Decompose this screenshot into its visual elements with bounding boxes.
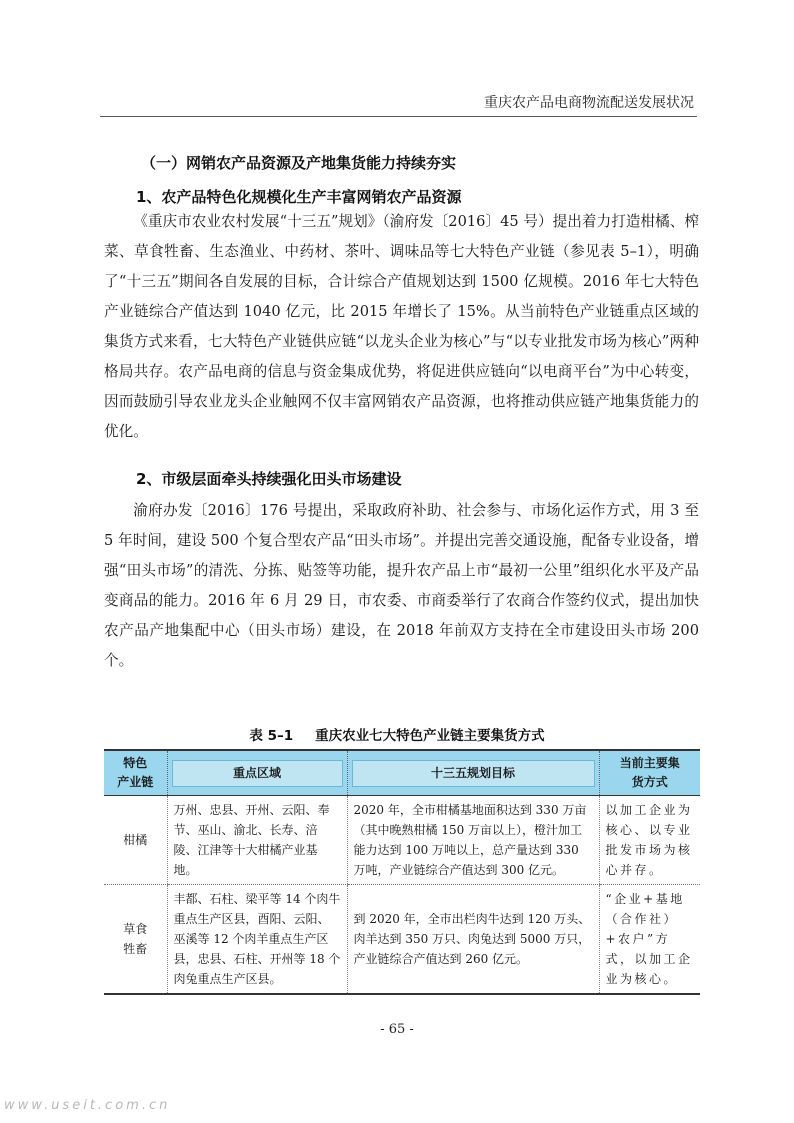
header-region-label: 重点区域 xyxy=(172,760,343,787)
header-chain: 特色 产业链 xyxy=(104,750,167,796)
cell-chain: 草食 牲畜 xyxy=(104,885,167,995)
subsection-heading-2: 2、市级层面牵头持续强化田头市场建设 xyxy=(136,470,402,488)
section-heading: （一）网销农产品资源及产地集货能力持续夯实 xyxy=(141,154,457,172)
industry-chain-table xyxy=(104,749,700,995)
table-caption xyxy=(0,724,794,744)
table-title: 重庆农业七大特色产业链主要集货方式 xyxy=(315,728,545,744)
cell-region: 丰都、石柱、梁平等 14 个肉牛重点生产区县，酉阳、云阳、巫溪等 12 个肉羊重点生产区县，忠县、石柱、开州等 18 个肉兔重点生产区县。 xyxy=(167,885,347,995)
subsection-heading-1: 1、农产品特色化规模化生产丰富网销农产品资源 xyxy=(136,188,462,206)
header-region xyxy=(167,750,347,796)
watermark: www.useit.com.cn xyxy=(4,1098,171,1113)
cell-region: 万州、忠县、开州、云阳、奉节、巫山、渝北、长寿、涪陵、江津等十大柑橘产业基地。 xyxy=(167,796,347,885)
cell-mode: “企业+基地（合作社）+农户”方式，以加工企业为核心。 xyxy=(599,885,700,995)
body-paragraph-2: 渝府办发〔2016〕176 号提出，采取政府补助、社会参与、市场化运作方式，用 3 至 5 年时间，建设 500 个复合型农产品“田头市场”。并提出完善交通设施，配备专业设备，增强“田头市场”的清洗、分拣、贴签等功能，提升农产品上市“最初一公里”组织化水平及产品变商品的能力。2016 年 6 月 29 日，市农委、市商委举行了农商合作签约仪式，提出加快农产品产地集配中心（田头市场）建设，在 2018 年前双方支持在全市建设田头市场 200 个。 xyxy=(104,502,699,669)
cell-chain: 柑橘 xyxy=(104,796,167,885)
cell-target: 2020 年，全市柑橘基地面积达到 330 万亩（其中晚熟柑橘 150 万亩以上），橙汁加工能力达到 100 万吨以上，总产量达到 330 万吨，产业链综合产值达到 300 亿元。 xyxy=(347,796,599,885)
table-header-row xyxy=(104,750,700,796)
header-rule xyxy=(100,116,697,117)
body-paragraph-1: 《重庆市农业农村发展“十三五”规划》（渝府发〔2016〕45 号）提出着力打造柑橘、榨菜、草食牲畜、生态渔业、中药材、茶叶、调味品等七大特色产业链（参见表 5–1），明确了“十三五”期间各自发展的目标，合计综合产值规划达到 1500 亿规模。2016 年七大特色产业链综合产值达到 1040 亿元，比 2015 年增长了 15%。从当前特色产业链重点区域的集货方式来看，七大特色产业链供应链“以龙头企业为核心”与“以专业批发市场为核心”两种格局共存。农产品电商的信息与资金集成优势，将促进供应链向“以电商平台”为中心转变，因而鼓励引导农业龙头企业触网不仅丰富网销农产品资源，也将推动供应链产地集货能力的优化。 xyxy=(104,213,699,440)
cell-target: 到 2020 年，全市出栏肉牛达到 120 万头、肉羊达到 350 万只、肉兔达到 5000 万只，产业链综合产值达到 260 亿元。 xyxy=(347,885,599,995)
header-mode: 当前主要集 货方式 xyxy=(599,750,700,796)
table-number: 表 5–1 xyxy=(249,728,294,744)
table-row xyxy=(104,796,700,885)
header-target-label: 十三五规划目标 xyxy=(352,760,595,787)
page-number: - 65 - xyxy=(380,1022,414,1037)
running-title: 重庆农产品电商物流配送发展状况 xyxy=(484,95,694,111)
header-target xyxy=(347,750,599,796)
cell-mode: 以加工企业为核心、以专业批发市场为核心并存。 xyxy=(599,796,700,885)
table-row xyxy=(104,885,700,995)
